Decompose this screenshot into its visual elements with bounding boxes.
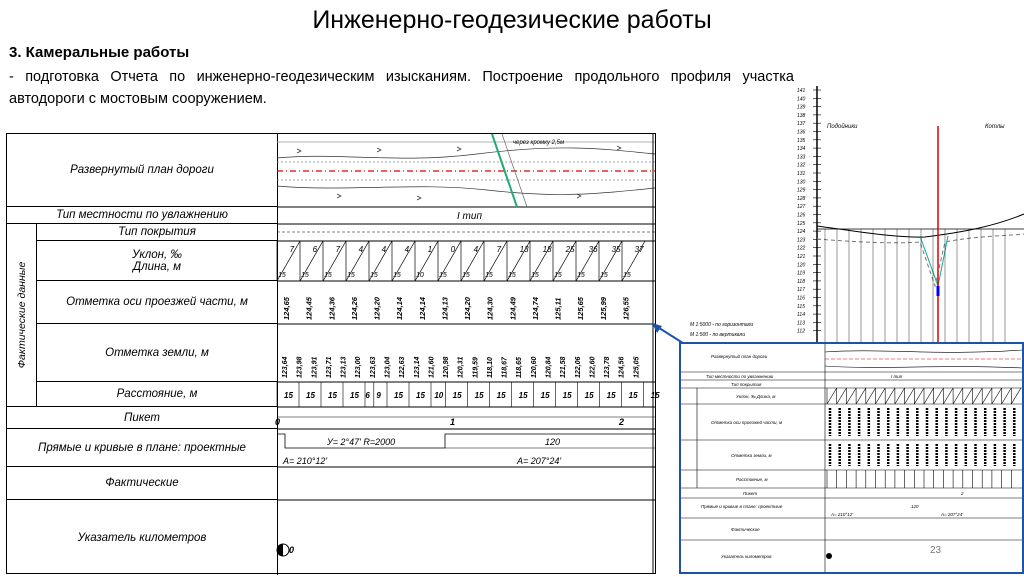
slope-length: 15 (439, 272, 447, 279)
slope-value: 4 (473, 245, 479, 254)
profile-axis-label: 128 (797, 195, 806, 202)
slope-value: 13 (519, 245, 529, 254)
label-axis-mark: Отметка оси проезжей части, м (37, 281, 277, 324)
slope-length: 15 (577, 272, 585, 279)
profile-table-thumbnail (679, 342, 1024, 574)
profile-axis-label: 124 (797, 229, 806, 236)
actual-data-group (7, 224, 37, 407)
thumb-label-cover: Тип покрытия (731, 382, 762, 387)
distance-value: 15 (496, 391, 506, 400)
slope-row (277, 241, 645, 281)
slope-value: 7 (289, 245, 295, 254)
ground-mark: 125,05 (633, 356, 641, 378)
slope-length: 15 (462, 272, 470, 279)
ground-mark: 123,64 (282, 356, 289, 378)
profile-axis-label: 135 (797, 137, 806, 144)
slope-value: 18 (542, 245, 552, 254)
axis-mark: 124,14 (417, 297, 427, 320)
axis-mark: 125,99 (598, 297, 608, 320)
distance-value: 15 (562, 391, 572, 400)
ground-mark: 123,13 (340, 356, 348, 378)
ground-mark: 123,71 (325, 356, 333, 378)
slope-value: 4 (358, 245, 364, 254)
slope-value: 36 (588, 245, 598, 254)
longitudinal-profile (795, 86, 1024, 346)
picket-1: 1 (450, 417, 456, 427)
axis-mark: 124,49 (508, 297, 518, 320)
distance-value: 15 (350, 391, 359, 400)
distance-value: 15 (606, 391, 616, 400)
thumb-angle-b: А= 207°24' (941, 512, 964, 517)
slope-value: 4 (404, 245, 410, 254)
profile-axis-label: 114 (797, 312, 805, 319)
slope-length: 15 (347, 272, 355, 279)
picket-0: 0 (275, 417, 281, 427)
thumb-label-plan: Развернутый план дороги (711, 354, 768, 359)
picket-row (275, 417, 655, 427)
ground-mark: 123,14 (413, 356, 421, 378)
axis-mark: 124,65 (282, 297, 291, 320)
ground-mark: 120,84 (545, 356, 553, 378)
ground-mark: 120,98 (443, 356, 451, 378)
slope-length: 15 (278, 272, 286, 279)
page-number: 23 (930, 545, 942, 556)
ground-mark: 123,91 (311, 356, 319, 378)
slope-length: 15 (393, 272, 401, 279)
distance-value: 15 (584, 391, 594, 400)
axis-mark: 124,20 (372, 297, 382, 320)
ground-mark: 123,00 (355, 356, 363, 378)
curve-label: У= 2°47' R=2000 (327, 437, 396, 447)
slope-value: 0 (450, 245, 456, 254)
slope-length: 15 (324, 272, 332, 279)
label-actual-data: Фактические данные (15, 261, 28, 369)
ground-mark: 123,98 (296, 356, 304, 378)
ground-mark: 120,31 (457, 356, 465, 378)
label-ground-mark: Отметка земли, м (37, 324, 277, 382)
profile-table (6, 133, 660, 574)
profile-axis-label: 127 (797, 204, 806, 211)
profile-label-right: Котлы (985, 124, 1005, 130)
label-terrain: Тип местности по увлажнению (7, 207, 277, 224)
label-slope: Уклон, ‰ Длина, м (37, 241, 277, 281)
distance-value: 15 (474, 391, 484, 400)
thumb-label-dist: Расстояние, м (736, 477, 768, 482)
curves-row (277, 434, 655, 466)
distance-value: 15 (284, 391, 293, 400)
slide-title: Инженерно-геодезические работы (312, 6, 712, 34)
profile-axis-label: 131 (797, 171, 806, 177)
axis-mark: 124,20 (463, 297, 472, 320)
profile-axis-label: 137 (797, 121, 806, 128)
terrain-type: I тип (457, 211, 482, 222)
thumb-label-picket: Пикет (743, 491, 758, 496)
profile-axis-label: 123 (797, 237, 806, 244)
profile-label-left: Подойники (827, 124, 858, 130)
thumb-label-curves: Прямые и кривые в плане: проектные (701, 504, 783, 509)
ground-mark-row (282, 356, 640, 378)
distance-value: 15 (328, 391, 337, 400)
slope-value: 7 (335, 245, 341, 254)
angle-a: А= 210°12' (283, 456, 328, 466)
ground-mark: 121,60 (428, 356, 436, 378)
ground-mark: 123,78 (604, 356, 612, 378)
profile-axis-label: 136 (797, 129, 806, 136)
thumb-label-slope: Уклон, ‰ Длина, м (736, 394, 776, 399)
plan-note: через кромку 2,5м (513, 140, 565, 146)
axis-mark: 124,74 (530, 297, 540, 320)
axis-mark: 124,30 (485, 297, 495, 320)
road-plan (277, 134, 655, 207)
distance-value: 15 (416, 391, 425, 400)
slope-length: 15 (554, 272, 562, 279)
profile-axis-label: 134 (797, 146, 806, 153)
profile-axis-label: 119 (797, 270, 805, 277)
ground-mark: 118,65 (516, 357, 524, 378)
ground-mark: 123,04 (384, 356, 392, 378)
profile-grid-svg (275, 134, 660, 574)
slope-length: 15 (508, 272, 516, 279)
distance-value: 15 (628, 391, 638, 400)
profile-axis-label: 125 (797, 220, 806, 227)
ground-mark: 121,58 (560, 356, 568, 378)
thumb-terrain-value: I тип (891, 374, 903, 379)
section-heading: 3. Камеральные работы (9, 44, 190, 61)
distance-value: 15 (650, 391, 660, 400)
distance-value: 6 (365, 391, 370, 400)
profile-axis-label: 140 (797, 96, 806, 103)
axis-mark: 124,26 (349, 297, 359, 320)
scale-note-1: М 1:5000 - по горизонтали (690, 322, 754, 328)
slope-length: 15 (600, 272, 608, 279)
profile-axis-label: 130 (797, 179, 806, 186)
scale-note-2: М 1:500 - по вертикали (690, 332, 746, 338)
profile-axis-label: 138 (797, 112, 806, 119)
profile-axis-label: 112 (797, 328, 805, 335)
distance-value: 10 (434, 391, 444, 400)
slope-value: 6 (312, 245, 318, 254)
slope-length: 15 (485, 272, 493, 279)
slope-length: 15 (301, 272, 309, 279)
slope-value: 37 (634, 245, 644, 254)
ground-mark: 118,67 (501, 357, 509, 378)
distance-value: 15 (306, 391, 315, 400)
ground-mark: 120,60 (530, 356, 538, 378)
ground-mark: 122,63 (399, 356, 407, 378)
ground-mark: 124,56 (618, 356, 626, 378)
thumb-label-actual: Фактические (731, 527, 760, 532)
slope-value: 1 (427, 245, 433, 254)
slope-length: 15 (370, 272, 378, 279)
label-km: Указатель километров (77, 531, 207, 544)
distance-value: 15 (452, 391, 462, 400)
slope-value: 4 (381, 245, 387, 254)
axis-mark-row (282, 296, 630, 320)
profile-axis-label: 141 (797, 88, 806, 94)
axis-mark: 125,11 (553, 297, 563, 320)
slope-length: 10 (416, 272, 424, 279)
distance-row (277, 382, 660, 407)
slope-value: 35 (611, 245, 621, 254)
profile-axis-label: 121 (797, 254, 806, 260)
profile-axis-label: 122 (797, 245, 806, 252)
label-picket: Пикет (7, 407, 277, 429)
thumbnail-drawing (681, 344, 1022, 572)
ground-mark: 118,10 (486, 357, 494, 378)
axis-mark: 124,14 (395, 297, 405, 320)
profile-axis-label: 133 (797, 154, 806, 161)
thumb-angle-a: А= 210°12' (831, 512, 854, 517)
section-description: - подготовка Отчета по инженерно-геодезическим изысканиям. Построение продольного профиля участка автодороги с мостовым сооружением. (9, 69, 794, 107)
label-plan: Развернутый план дороги (7, 134, 277, 207)
profile-axis-label: 139 (797, 104, 806, 111)
thumb-picket-2: 2 (961, 491, 964, 496)
distance-value: 15 (540, 391, 550, 400)
thumb-label-terrain: Тип местности по увлажнению (706, 374, 774, 379)
thumb-label-ground: Отметка земли, м (731, 453, 772, 458)
ground-mark: 119,59 (472, 357, 480, 378)
curve-length: 120 (545, 437, 561, 447)
ground-mark: 122,60 (589, 356, 597, 378)
thumb-label-axis: Отметка оси проезжей части, м (711, 420, 783, 425)
profile-axis-label: 116 (797, 295, 805, 302)
slope-length: 15 (623, 272, 631, 279)
profile-axis-label: 129 (797, 187, 806, 194)
profile-axis-label: 117 (797, 287, 805, 294)
slope-length: 15 (531, 272, 539, 279)
axis-mark: 124,36 (327, 297, 337, 320)
distance-value: 15 (394, 391, 403, 400)
profile-axis-label: 120 (797, 262, 806, 269)
distance-value: 15 (518, 391, 528, 400)
picket-2: 2 (619, 417, 625, 427)
slope-value: 25 (565, 245, 575, 254)
label-distance: Расстояние, м (37, 382, 277, 407)
profile-axis-label: 132 (797, 162, 806, 169)
ground-mark: 123,63 (369, 356, 377, 378)
label-curves: Прямые и кривые в плане: проектные (7, 429, 277, 467)
svg-text:0: 0 (289, 545, 295, 555)
axis-mark: 124,13 (440, 297, 450, 320)
label-actual: Фактические (7, 467, 277, 500)
axis-mark: 126,55 (621, 297, 631, 320)
axis-mark: 125,65 (576, 297, 586, 320)
label-cover: Тип покрытия (37, 224, 277, 241)
profile-axis-label: 115 (797, 303, 805, 310)
profile-axis-label: 113 (797, 320, 805, 327)
slope-value: 7 (496, 245, 502, 254)
profile-axis-label: 126 (797, 212, 806, 219)
km-marker (277, 544, 294, 556)
ground-mark: 122,06 (574, 356, 582, 378)
distance-value: 9 (376, 391, 381, 400)
thumb-curve-val: 120 (911, 504, 919, 509)
profile-axis-label: 118 (797, 278, 805, 285)
angle-b: А= 207°24' (517, 456, 562, 466)
axis-mark: 124,45 (304, 297, 314, 320)
thumb-label-km: Указатель километров (721, 554, 772, 559)
